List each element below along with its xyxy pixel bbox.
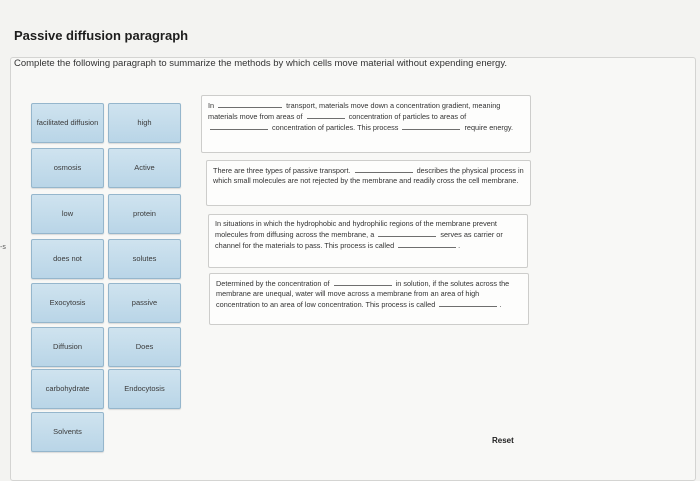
p2-text-1: There are three types of passive transport. [213,166,351,175]
paragraph-box-2 [206,160,531,206]
tile-diffusion[interactable]: Diffusion [31,327,104,367]
page-title: Passive diffusion paragraph [14,28,189,43]
p3-text-2: serves as carrier or channel for the materials to pass. This process is called [215,230,503,251]
blank-4[interactable] [402,122,460,130]
blank-9[interactable] [439,299,497,307]
blank-5[interactable] [355,165,413,173]
tile-carbohydrate[interactable]: carbohydrate [31,369,104,409]
p3-text-1: In situations in which the hydrophobic and hydrophilic regions of the membrane prevent molecules from diffusing across the membrane, a [215,219,497,240]
p1-text-5: require energy. [464,123,514,133]
blank-2[interactable] [307,111,345,119]
blank-7[interactable] [398,240,456,248]
blank-8[interactable] [334,278,392,286]
tile-facilitated-diffusion[interactable]: facilitated diffusion [31,103,104,143]
tile-solvents[interactable]: Solvents [31,412,104,452]
blank-1[interactable] [218,100,282,108]
p3-text-3: . [458,241,461,251]
p1-text-3: concentration of particles to areas of [348,112,467,122]
paragraph-box-4 [209,273,529,325]
instructions-text: Complete the following paragraph to summarize the methods by which cells move material without expending energy. [14,58,508,69]
tile-does[interactable]: Does [108,327,181,367]
tile-active[interactable]: Active [108,148,181,188]
p4-text-3: . [499,300,502,310]
tile-passive[interactable]: passive [108,283,181,323]
p1-text-1: In [208,101,215,110]
tile-solutes[interactable]: solutes [108,239,181,279]
p1-text-2: transport, materials move down a concentration gradient, meaning materials move from areas of [208,101,501,122]
tile-exocytosis[interactable]: Exocytosis [31,283,104,323]
tile-low[interactable]: low [31,194,104,234]
tile-high[interactable]: high [108,103,181,143]
paragraph-box-3 [208,214,528,268]
tile-does-not[interactable]: does not [31,239,104,279]
paragraph-box-1 [201,95,531,153]
p1-text-4: concentration of particles. This process [272,123,399,133]
p4-text-1: Determined by the concentration of [216,279,330,288]
p4-text-2: in solution, if the solutes across the membrane are unequal, water will move across a membrane from an area of high concentration to an area of low concentration. This process is called [216,279,510,310]
blank-6[interactable] [378,229,436,237]
tile-protein[interactable]: protein [108,194,181,234]
tile-endocytosis[interactable]: Endocytosis [108,369,181,409]
reset-button[interactable]: Reset [492,436,514,445]
blank-3[interactable] [210,122,268,130]
edge-fragment: -s [0,244,6,251]
tile-osmosis[interactable]: osmosis [31,148,104,188]
p2-text-2: describes the physical process in which small molecules are not rejected by the membrane and readily cross the cell membrane. [213,166,524,186]
